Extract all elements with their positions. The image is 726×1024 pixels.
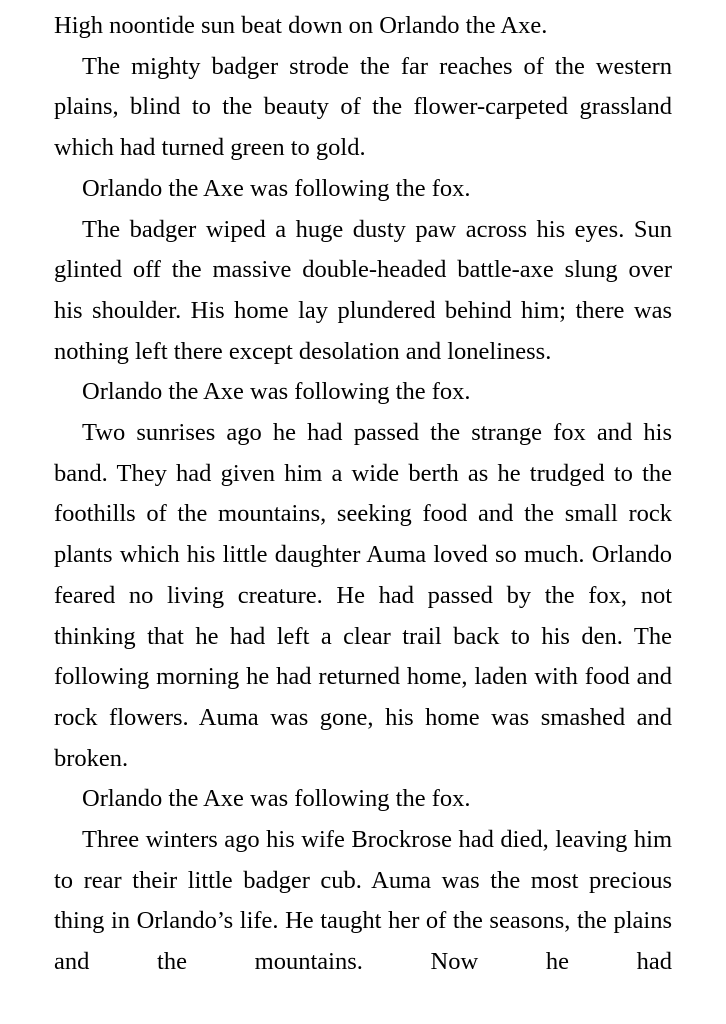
paragraph-6: Two sunrises ago he had passed the strange fox and his band. They had given him a wide berth as he trudged to the foothills of the mountains, seeking food and the small rock plants which his little daughter Auma loved so much. Orlando feared no living creature. He had passed by the fox, not thinking that he had left a clear trail back to his den. The following morning he had returned home, laden with food and rock flowers. Auma was gone, his home was smashed and broken.: [54, 419, 672, 772]
paragraph-2: The mighty badger strode the far reaches of the western plains, blind to the beauty of the flower-carpeted grassland which had turned green to gold.: [54, 52, 672, 162]
paragraph-3: Orlando the Axe was following the fox.: [82, 174, 471, 202]
paragraph-5: Orlando the Axe was following the fox.: [82, 378, 471, 406]
paragraph-8: Three winters ago his wife Brockrose had died, leaving him to rear their little badger cub. Auma was the most precious thing in Orlando’s life. He taught her of the seasons, the plains and the mountains. Now he had: [54, 826, 672, 976]
paragraph-7: Orlando the Axe was following the fox.: [82, 785, 471, 813]
paragraph-4: The badger wiped a huge dusty paw across his eyes. Sun glinted off the massive double-headed battle-axe slung over his shoulder. His home lay plundered behind him; there was nothing left there except desolation and loneliness.: [54, 215, 672, 365]
paragraph-1: High noontide sun beat down on Orlando the Axe.: [54, 12, 548, 39]
